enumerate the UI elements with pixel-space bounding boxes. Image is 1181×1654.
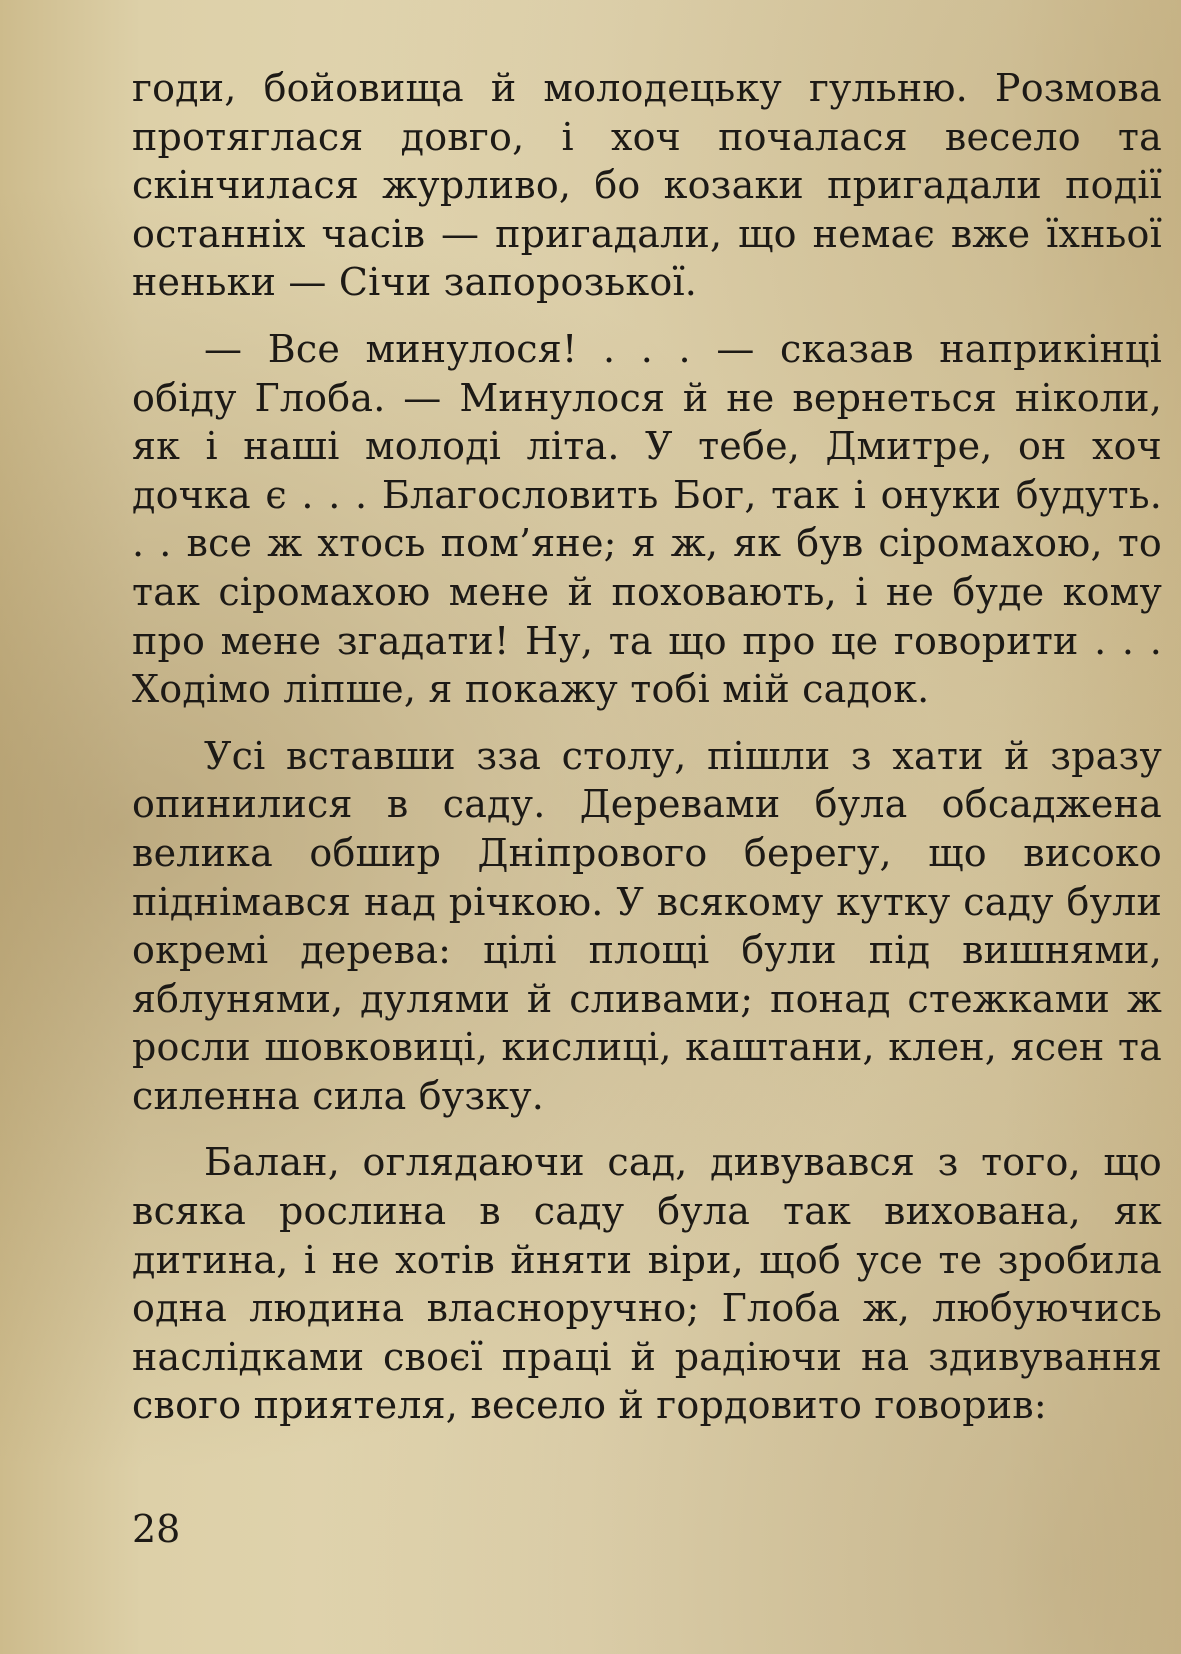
body-text [132, 64, 1162, 1430]
paragraph-balan: Балан, оглядаючи сад, дивувався з того, що всяка рослина в саду була так вихована, як дитина, і не хотів йняти віри, щоб усе те зробила одна людина власноручно; Глоба ж, любуючись наслідками своєї праці й радіючи на здивування свого приятеля, весело й гордовито говорив: [132, 1140, 1162, 1428]
paragraph-continuation: годи, бойовища й молодецьку гульню. Розмова протяглася довго, і хоч почалася весело та скінчилася журливо, бо козаки пригадали події останніх часів — пригадали, що немає вже їхньої неньки — Січи запорозької. [132, 66, 1162, 305]
paragraph-globa-speech: — Все минулося! . . . — сказав наприкінці обіду Глоба. — Минулося й не вернеться ніколи, як і наші молоді літа. У тебе, Дмитре, он хоч дочка є . . . Благословить Бог, так і онуки будуть. . . все ж хтось пом’яне; я ж, як був сіромахою, то так сіромахою мене й поховають, і не буде кому про мене згадати! Ну, та що про це говорити . . . Ходімо ліпше, я покажу тобі мій садок. [132, 326, 1162, 712]
paragraph-garden: Усі вставши зза столу, пішли з хати й зразу опинилися в саду. Деревами була обсаджена велика обшир Дніпрового берегу, що високо піднімався над річкою. У всякому кутку саду були окремі дерева: цілі площі були під вишнями, яблунями, дулями й сливами; понад стежками ж росли шовковиці, кислиці, каштани, клен, ясен та силенна сила бузку. [132, 733, 1162, 1118]
page-number: 28 [132, 1507, 181, 1551]
